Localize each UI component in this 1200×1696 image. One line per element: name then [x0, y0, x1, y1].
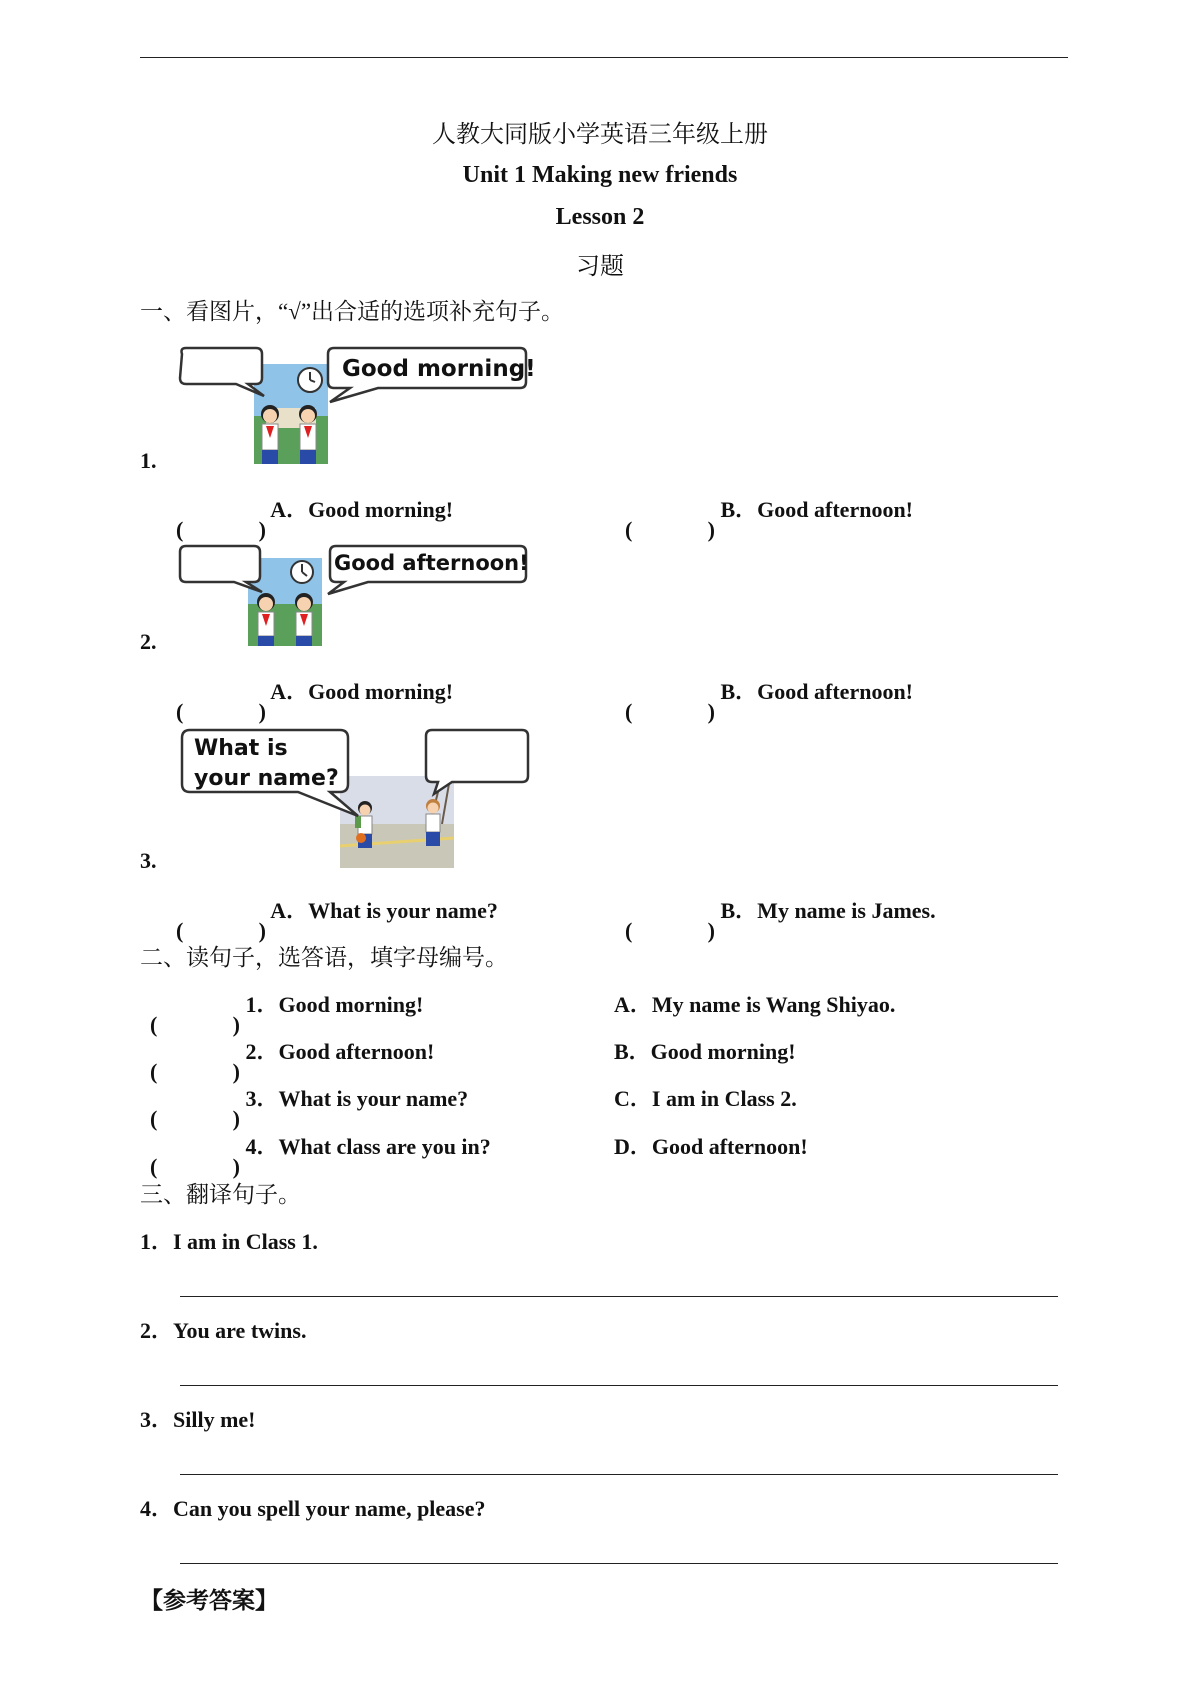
header-rule — [140, 57, 1068, 58]
s2-left-4: ( ) 4．What class are you in? — [150, 1134, 491, 1179]
s2-right-c: C．I am in Class 2. — [614, 1086, 797, 1111]
s3-answer-line-4[interactable] — [180, 1563, 1058, 1564]
unit-title: Unit 1 Making new friends — [462, 162, 738, 188]
q2-option-a: ( ) A．Good morning! — [176, 679, 454, 724]
lesson-title: Lesson 2 — [555, 204, 645, 230]
q1-number: 1. — [140, 448, 157, 473]
q1-option-b: ( ) B．Good afternoon! — [625, 497, 914, 542]
s2-left-3: ( ) 3．What is your name? — [150, 1086, 469, 1131]
q3-bubble-text: What is your name? — [194, 736, 339, 791]
doc-title: 人教大同版小学英语三年级上册 — [432, 122, 768, 148]
q3-option-a: ( ) A．What is your name? — [176, 898, 498, 943]
q2-number: 2. — [140, 629, 157, 654]
s3-answer-line-2[interactable] — [180, 1385, 1058, 1386]
s3-item-2: 2．You are twins. — [140, 1318, 307, 1343]
q3-number: 3. — [140, 848, 157, 873]
q2-bubble-text: Good afternoon! — [334, 551, 529, 575]
s3-item-1: 1．I am in Class 1. — [140, 1229, 318, 1254]
s3-item-3: 3．Silly me! — [140, 1407, 256, 1432]
q1-bubble-text: Good morning! — [342, 356, 536, 382]
answers-label: 【参考答案】 — [140, 1588, 278, 1613]
q1-option-a: ( ) A．Good morning! — [176, 497, 454, 542]
s2-left-1: ( ) 1．Good morning! — [150, 992, 424, 1037]
s2-right-d: D．Good afternoon! — [614, 1134, 808, 1159]
exercise-label: 习题 — [576, 254, 624, 280]
section3-heading: 三、翻译句子。 — [140, 1182, 301, 1207]
s3-answer-line-3[interactable] — [180, 1474, 1058, 1475]
s2-left-2: ( ) 2．Good afternoon! — [150, 1039, 435, 1084]
s2-right-a: A．My name is Wang Shiyao. — [614, 992, 896, 1017]
section2-heading: 二、读句子，选答语，填字母编号。 — [140, 945, 508, 970]
q2-option-b: ( ) B．Good afternoon! — [625, 679, 914, 724]
s3-item-4: 4．Can you spell your name, please? — [140, 1496, 486, 1521]
q3-option-b: ( ) B．My name is James. — [625, 898, 936, 943]
s2-right-b: B．Good morning! — [614, 1039, 796, 1064]
s3-answer-line-1[interactable] — [180, 1296, 1058, 1297]
section1-heading: 一、看图片，“√”出合适的选项补充句子。 — [140, 299, 565, 324]
